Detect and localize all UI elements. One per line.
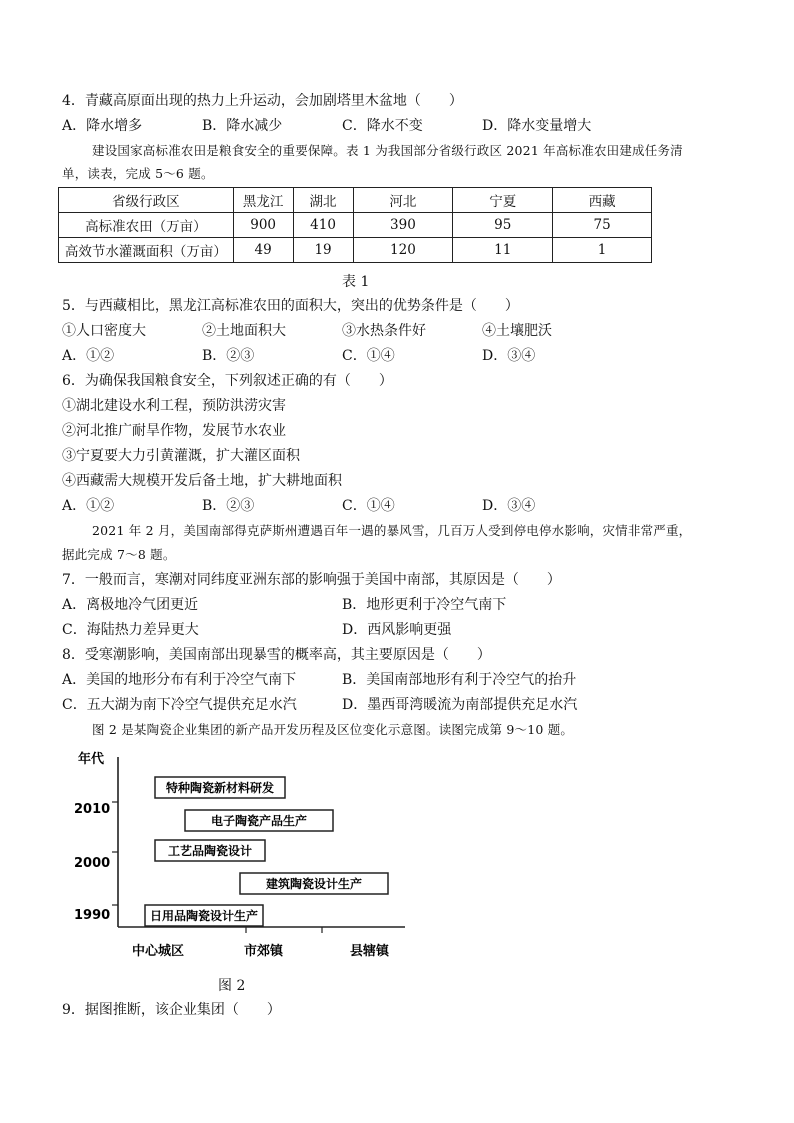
table-header-cell: 河北 <box>353 188 453 213</box>
q5-statement-1: ①人口密度大 <box>62 323 146 339</box>
q6-option-a: A．①② <box>62 498 115 514</box>
q6-statement-2: ②河北推广耐旱作物，发展节水农业 <box>62 423 286 439</box>
q5-statement-2: ②土地面积大 <box>202 323 286 339</box>
table-cell: 900 <box>233 213 293 238</box>
table-1-caption: 表 1 <box>342 274 370 290</box>
fig-y-tick-label: 1990 <box>74 908 111 923</box>
q4-option-b: B．降水减少 <box>202 118 283 134</box>
intro-5-6-line1: 建设国家高标准农田是粮食安全的重要保障。表 1 为我国部分省级行政区 2021 年高标准农田建成任务清 <box>92 143 683 158</box>
q6-option-d: D．③④ <box>482 498 536 514</box>
q7-option-c: C．海陆热力差异更大 <box>62 622 199 638</box>
figure-2-caption: 图 2 <box>218 978 246 994</box>
q7-option-b: B．地形更利于冷空气南下 <box>342 597 507 613</box>
fig-box-label: 特种陶瓷新材料研发 <box>165 781 275 795</box>
q7-option-d: D．西风影响更强 <box>342 622 452 638</box>
table-row <box>59 213 652 238</box>
q8-option-b: B．美国南部地形有利于冷空气的抬升 <box>342 672 577 688</box>
q5-option-c: C．①④ <box>342 348 395 364</box>
fig-x-tick-label: 中心城区 <box>132 944 185 959</box>
intro-5-6-line2: 单，读表，完成 5～6 题。 <box>62 166 214 181</box>
intro-9-10: 图 2 是某陶瓷企业集团的新产品开发历程及区位变化示意图。读图完成第 9～10 题。 <box>92 722 574 737</box>
table-cell: 高效节水灌溉面积（万亩） <box>59 238 234 263</box>
q6-statement-1: ①湖北建设水利工程，预防洪涝灾害 <box>62 398 286 414</box>
table-header-cell: 西藏 <box>553 188 652 213</box>
q7-stem: 7．一般而言，寒潮对同纬度亚洲东部的影响强于美国中南部，其原因是（ ） <box>62 572 561 588</box>
fig-x-tick-label: 市郊镇 <box>244 944 284 959</box>
table-header-row <box>59 188 652 213</box>
q8-option-c: C．五大湖为南下冷空气提供充足水汽 <box>62 697 297 713</box>
table-header-cell: 湖北 <box>293 188 353 213</box>
q5-option-b: B．②③ <box>202 348 255 364</box>
q8-option-a: A．美国的地形分布有利于冷空气南下 <box>62 672 297 688</box>
q4-stem: 4．青藏高原面出现的热力上升运动，会加剧塔里木盆地（ ） <box>62 93 463 109</box>
q5-statement-3: ③水热条件好 <box>342 323 426 339</box>
q5-statement-4: ④土壤肥沃 <box>482 323 552 339</box>
q4-option-d: D．降水变量增大 <box>482 118 592 134</box>
fig-y-title: 年代 <box>78 752 105 767</box>
table-header-cell: 黑龙江 <box>233 188 293 213</box>
q7-option-a: A．离极地冷气团更近 <box>62 597 199 613</box>
fig-y-tick-label: 2010 <box>74 802 111 817</box>
q8-stem: 8．受寒潮影响，美国南部出现暴雪的概率高，其主要原因是（ ） <box>62 647 491 663</box>
q6-option-b: B．②③ <box>202 498 255 514</box>
table-cell: 390 <box>353 213 453 238</box>
table-cell: 95 <box>453 213 553 238</box>
table-header-cell: 省级行政区 <box>59 188 234 213</box>
figure-2 <box>60 745 420 960</box>
table-cell: 11 <box>453 238 553 263</box>
fig-x-tick-label: 县辖镇 <box>350 944 390 959</box>
table-cell: 19 <box>293 238 353 263</box>
q5-option-a: A．①② <box>62 348 115 364</box>
q5-stem: 5．与西藏相比，黑龙江高标准农田的面积大，突出的优势条件是（ ） <box>62 298 519 314</box>
table-cell: 410 <box>293 213 353 238</box>
intro-7-8-line2: 据此完成 7～8 题。 <box>62 547 176 562</box>
q6-stem: 6．为确保我国粮食安全，下列叙述正确的有（ ） <box>62 373 393 389</box>
fig-box-label: 建筑陶瓷设计生产 <box>265 877 363 891</box>
q4-option-a: A．降水增多 <box>62 118 143 134</box>
table-cell: 120 <box>353 238 453 263</box>
q4-option-c: C．降水不变 <box>342 118 423 134</box>
fig-box-label: 日用品陶瓷设计生产 <box>149 909 259 923</box>
q6-statement-3: ③宁夏要大力引黄灌溉，扩大灌区面积 <box>62 448 300 464</box>
table-row <box>59 238 652 263</box>
q6-statement-4: ④西藏需大规模开发后备土地，扩大耕地面积 <box>62 473 342 489</box>
table-header-cell: 宁夏 <box>453 188 553 213</box>
q8-option-d: D．墨西哥湾暖流为南部提供充足水汽 <box>342 697 578 713</box>
table-cell: 75 <box>553 213 652 238</box>
table-1 <box>58 187 652 263</box>
fig-box-label: 电子陶瓷产品生产 <box>210 814 308 828</box>
q9-stem: 9．据图推断，该企业集团（ ） <box>62 1002 281 1018</box>
fig-box-label: 工艺品陶瓷设计 <box>167 844 253 858</box>
q5-option-d: D．③④ <box>482 348 536 364</box>
intro-7-8-line1: 2021 年 2 月，美国南部得克萨斯州遭遇百年一遇的暴风雪，几百万人受到停电停水影响，灾情非常严重， <box>92 523 692 538</box>
q6-option-c: C．①④ <box>342 498 395 514</box>
table-cell: 高标准农田（万亩） <box>59 213 234 238</box>
fig-y-tick-label: 2000 <box>74 856 111 871</box>
table-cell: 49 <box>233 238 293 263</box>
table-cell: 1 <box>553 238 652 263</box>
